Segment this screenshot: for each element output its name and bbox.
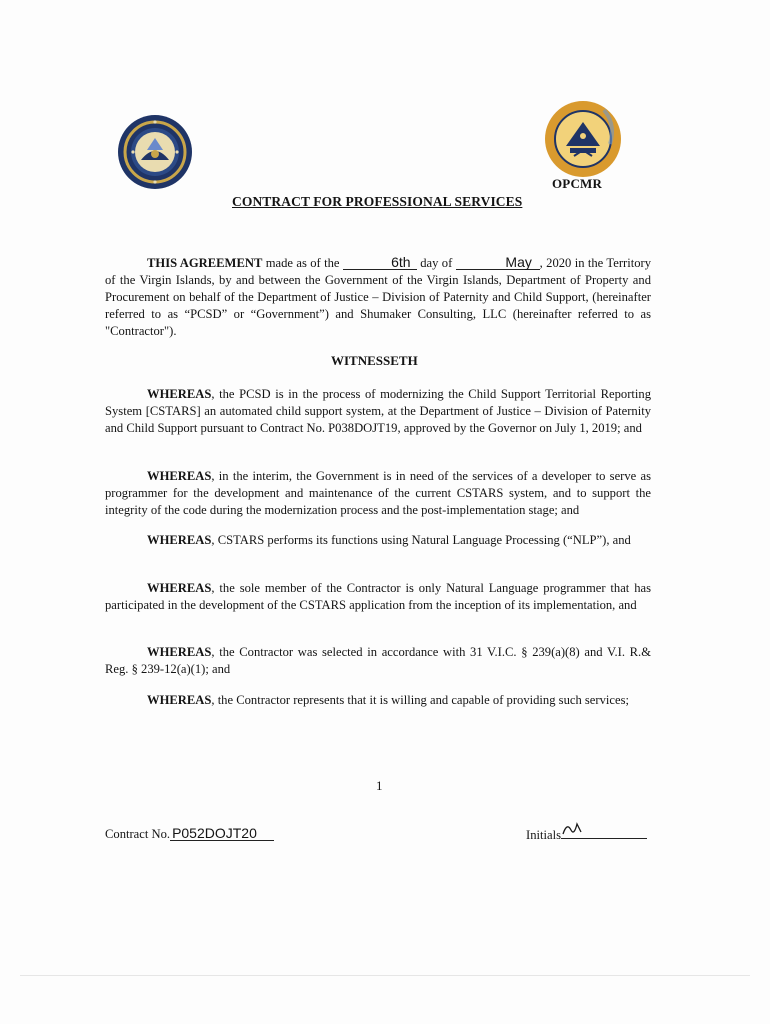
- scan-artifact-line: [20, 975, 750, 976]
- whereas-clause: [105, 386, 651, 437]
- initials-signature-icon: [561, 820, 583, 838]
- initials-label: Initials: [526, 828, 561, 842]
- whereas-text: , the Contractor represents that it is willing and capable of providing such services;: [211, 693, 629, 707]
- whereas-text: , in the interim, the Government is in need of the services of a developer to serve as programmer for the development and maintenance of the current CSTARS system, and to support the integrity of the code during the modernization process and the post-implementation stage; and: [105, 469, 651, 517]
- whereas-clause: [105, 532, 651, 549]
- whereas-text: , the Contractor was selected in accordance with 31 V.I.C. § 239(a)(8) and V.I. R.& Reg. § 239-12(a)(1); and: [105, 645, 651, 676]
- whereas-lead: WHEREAS: [147, 645, 212, 659]
- agreement-text-after-month: , 2020 in the Territory of the Virgin Islands, by and between the Government of the Virgin Islands, Department of Property and Procurement on behalf of the Department of Justice – Division of Paternity and Child Support, (hereinafter referred to as “PCSD” or “Government”) and Shumaker Consulting, LLC (hereinafter referred to as "Contractor").: [105, 256, 651, 338]
- whereas-lead: WHEREAS: [147, 581, 212, 595]
- day-field: 6th: [343, 255, 417, 270]
- whereas-text: , CSTARS performs its functions using Natural Language Processing (“NLP”), and: [211, 533, 631, 547]
- whereas-clause: [105, 580, 651, 614]
- whereas-lead: WHEREAS: [147, 387, 212, 401]
- contract-number-line: [105, 826, 274, 842]
- agreement-text-before-day: made as of the: [262, 256, 343, 270]
- whereas-clause: [105, 644, 651, 678]
- document-title: CONTRACT FOR PROFESSIONAL SERVICES: [232, 194, 523, 209]
- contract-number-field: P052DOJT20: [170, 826, 274, 841]
- month-field: May: [456, 255, 540, 270]
- initials-field: [561, 826, 647, 839]
- whereas-lead: WHEREAS: [147, 469, 212, 483]
- contract-number-label: Contract No.: [105, 827, 171, 841]
- opcmr-seal-icon: [544, 100, 622, 178]
- doj-seal-icon: [117, 114, 193, 190]
- whereas-lead: WHEREAS: [147, 693, 212, 707]
- whereas-clause: [105, 692, 651, 709]
- agreement-paragraph: [105, 255, 651, 340]
- initials-line: [526, 826, 647, 843]
- whereas-lead: WHEREAS: [147, 533, 212, 547]
- whereas-clause: [105, 468, 651, 519]
- agreement-text-day-of: day of: [416, 256, 456, 270]
- witnesseth-heading: WITNESSETH: [331, 353, 418, 368]
- whereas-text: , the sole member of the Contractor is only Natural Language programmer that has participated in the development of the CSTARS application from the inception of its implementation, and: [105, 581, 651, 612]
- agreement-lead: THIS AGREEMENT: [147, 256, 263, 270]
- whereas-text: , the PCSD is in the process of modernizing the Child Support Territorial Reporting System [CSTARS] an automated child support system, at the Department of Justice – Division of Paternity and Child Support pursuant to Contract No. P038DOJT19, approved by the Governor on July 1, 2019; and: [105, 387, 651, 435]
- opcmr-label: OPCMR: [552, 176, 603, 191]
- page-number: 1: [376, 778, 383, 793]
